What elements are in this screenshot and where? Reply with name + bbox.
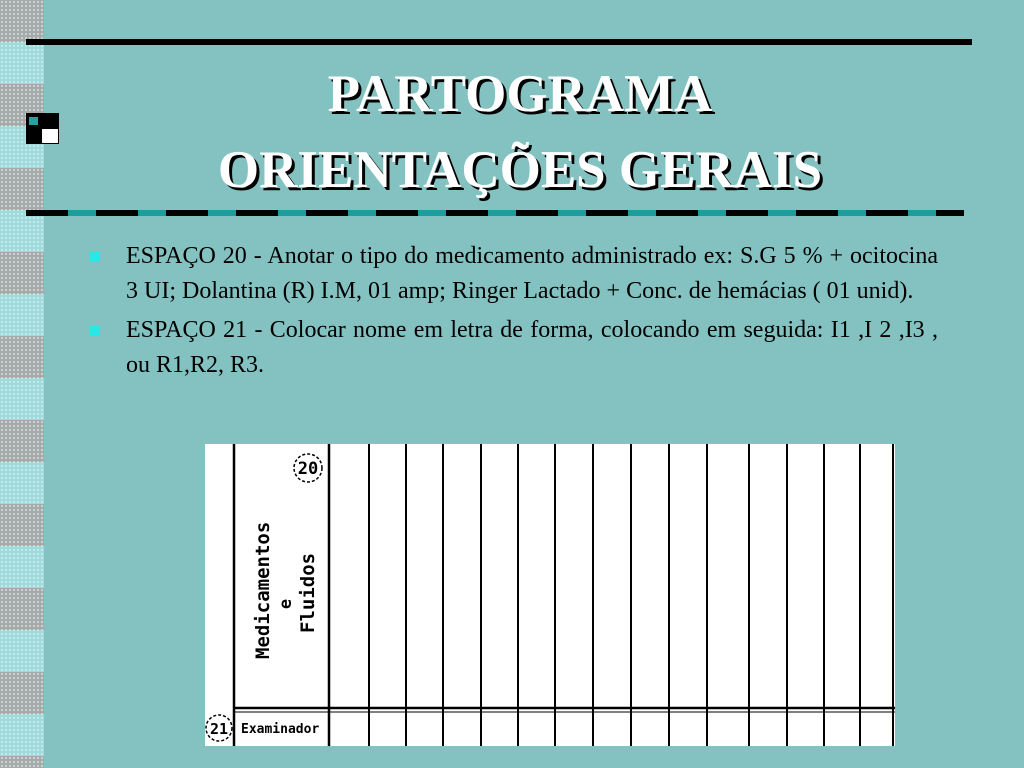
bullet-item-space-21: [90, 313, 938, 383]
bullet-item-space-20: [90, 239, 938, 309]
row-label-medicamentos: Medicamentos: [252, 521, 274, 659]
square-bullet-icon: [90, 252, 100, 262]
form-grid: [205, 444, 895, 746]
title-line-1: PARTOGRAMA: [327, 65, 713, 123]
square-bullet-icon: [90, 326, 100, 336]
space-20-marker: 20: [297, 459, 319, 479]
row-label-e: e: [276, 598, 296, 610]
row-label-fluidos: Fluidos: [297, 552, 319, 633]
title-line-2: ORIENTAÇÕES GERAIS: [217, 141, 823, 199]
space-21-marker: 21: [209, 720, 229, 738]
partograma-form-excerpt: [205, 444, 895, 746]
dashed-rule: [26, 210, 964, 216]
top-rule: [26, 39, 972, 45]
bullet-text: ESPAÇO 20 - Anotar o tipo do medicamento administrado ex: S.G 5 % + ocitocina 3 UI; Dolantina (R) I.M, 01 amp; Ringer Lactado + Conc. de hemácias ( 01 unid).: [126, 243, 938, 304]
slide-title: [120, 56, 920, 208]
bullet-list: [90, 239, 938, 387]
examiner-label: Examinador: [241, 722, 320, 737]
bullet-text: ESPAÇO 21 - Colocar nome em letra de forma, colocando em seguida: I1 ,I 2 ,I3 , ou R1,R2, R3.: [126, 317, 938, 378]
